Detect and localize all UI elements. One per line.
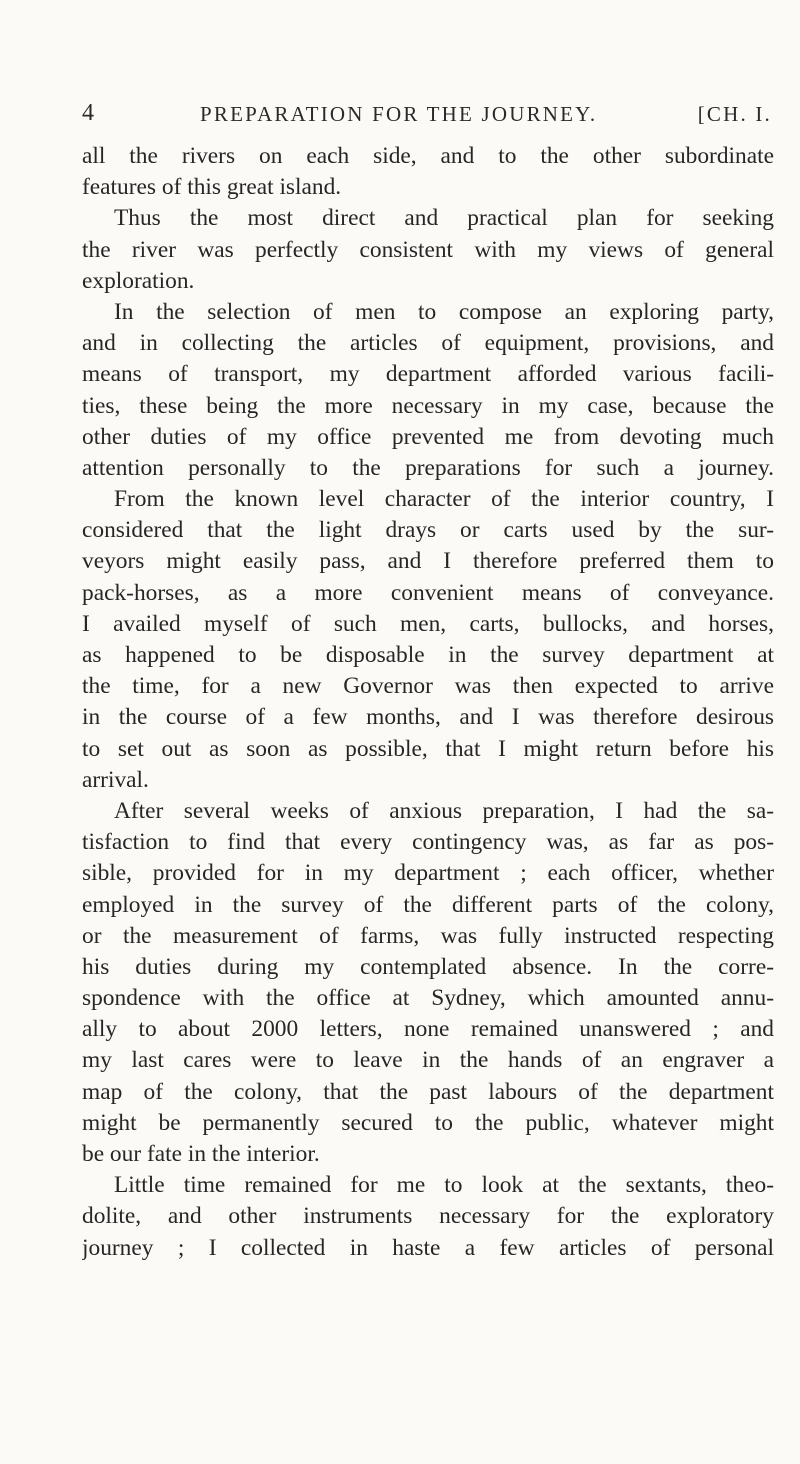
text-line: ties, these being the more necessary in my case, because the [82,392,774,419]
text-line: exploration. [82,267,195,294]
text-line: arrival. [82,766,149,793]
text-line: map of the colony, that the past labours of the department [82,1078,774,1105]
text-line: Thus the most direct and practical plan for seeking [114,205,774,232]
text-line: veyors might easily pass, and I therefore preferred them to [82,548,774,575]
text-line: other duties of my office prevented me from devoting much [82,423,774,450]
text-line: my last cares were to leave in the hands of an engraver a [82,1047,774,1074]
text-line: sible, provided for in my department ; each officer, whether [82,860,774,887]
page-header [82,100,772,140]
text-line: or the measurement of farms, was fully instructed respecting [82,922,774,949]
text-line: as happened to be disposable in the survey department at [82,642,774,668]
text-line: attention personally to the preparations for such a journey. [82,454,774,481]
text-line: journey ; I collected in haste a few articles of personal [82,1234,774,1261]
text-line: means of transport, my department afforded various facili- [82,361,774,388]
text-line: spondence with the office at Sydney, which amounted annu- [82,985,774,1012]
running-title: PREPARATION FOR THE JOURNEY. [200,102,598,126]
text-line: all the rivers on each side, and to the other subordinate [82,143,774,169]
text-line: employed in the survey of the different parts of the colony, [82,891,774,918]
text-line: the river was perfectly consistent with my views of general [82,236,774,263]
text-line: and in collecting the articles of equipment, provisions, and [82,330,774,357]
text-line: to set out as soon as possible, that I might return before his [82,735,774,762]
text-line: ally to about 2000 letters, none remained unanswered ; and [82,1016,774,1043]
page-number: 4 [82,100,94,126]
body-text [82,141,774,1264]
text-line: After several weeks of anxious preparation, I had the sa- [114,797,774,824]
text-line: tisfaction to find that every contingency was, as far as pos- [82,829,774,856]
chapter-label: [CH. I. [697,102,772,126]
text-line: From the known level character of the interior country, I [114,486,774,513]
text-line: dolite, and other instruments necessary for the exploratory [82,1203,774,1230]
text-line: the time, for a new Governor was then expected to arrive [82,673,774,700]
text-line: In the selection of men to compose an exploring party, [114,298,774,325]
text-line: Little time remained for me to look at the sextants, theo- [114,1172,774,1199]
text-line: features of this great island. [82,174,342,201]
text-line: I availed myself of such men, carts, bullocks, and horses, [82,610,774,637]
text-line: might be permanently secured to the public, whatever might [82,1109,774,1136]
text-line: pack-horses, as a more convenient means of conveyance. [82,579,774,606]
text-line: in the course of a few months, and I was therefore desirous [82,704,774,731]
text-line: considered that the light drays or carts used by the sur- [82,517,774,544]
text-line: his duties during my contemplated absence. In the corre- [82,953,774,980]
text-line: be our fate in the interior. [82,1141,320,1167]
